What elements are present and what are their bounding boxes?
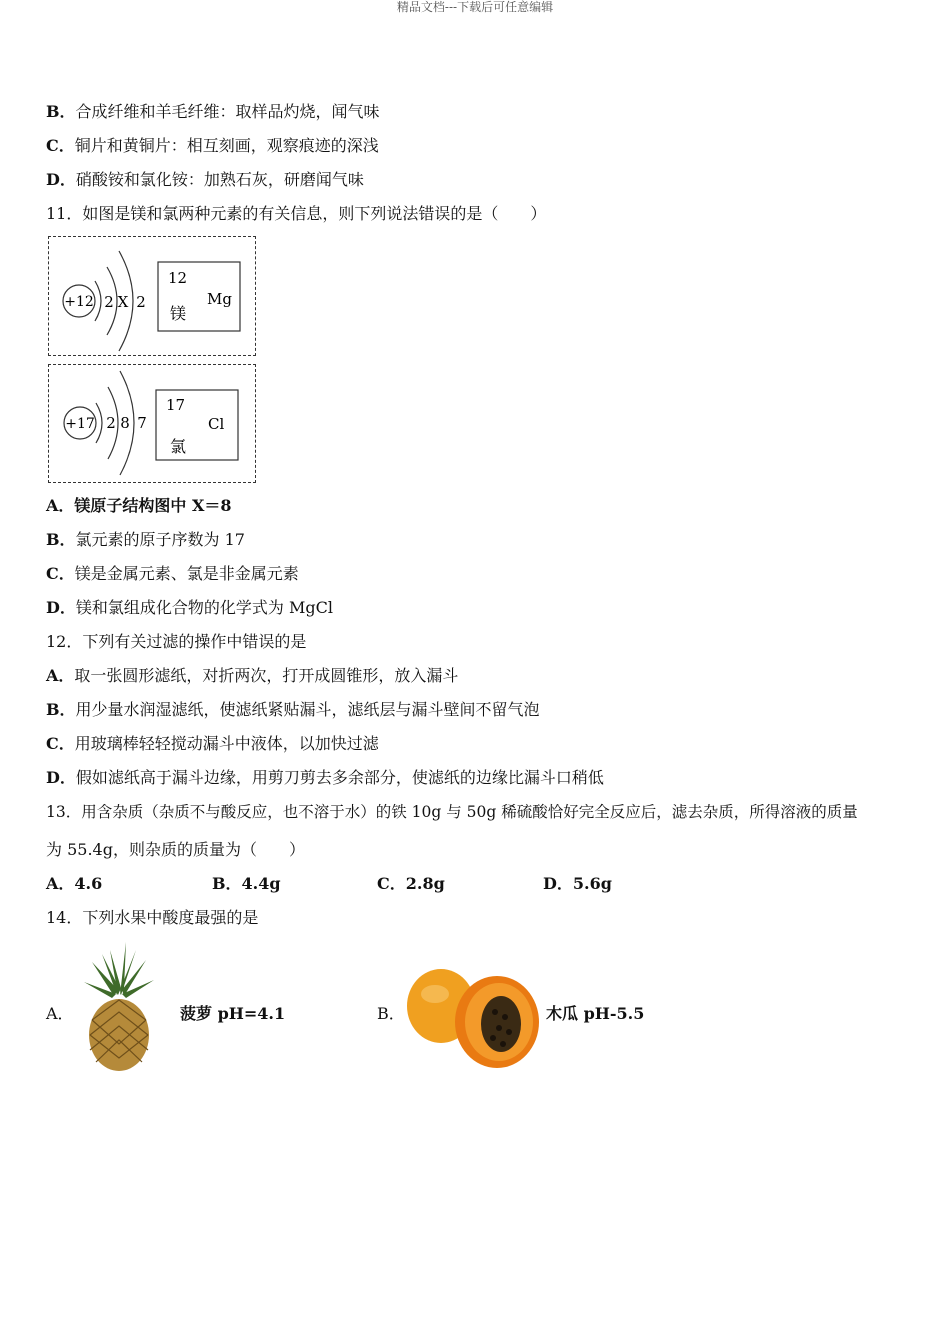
mg-atomic-number: 12 — [168, 269, 188, 287]
option-label: D． — [46, 598, 76, 617]
mg-nucleus-label: +12 — [64, 294, 94, 310]
option-text: 菠萝 pH=4.1 — [180, 1004, 286, 1023]
option-text: 镁原子结构图中 X＝8 — [74, 496, 232, 515]
q11-option-d — [46, 598, 333, 618]
q12-stem: 12．下列有关过滤的操作中错误的是 — [46, 632, 307, 651]
page-header: 精品文档---下载后可任意编辑 — [396, 0, 554, 14]
option-text: 镁和氯组成化合物的化学式为 MgCl — [75, 598, 333, 617]
cl-shell-1-count: 2 — [106, 414, 116, 432]
mg-name: 镁 — [170, 304, 187, 323]
q10-option-b — [46, 102, 380, 122]
q13-option-d — [543, 874, 612, 894]
pineapple-crown — [84, 942, 154, 998]
option-text: 4.6 — [74, 874, 103, 893]
q13-stem-line1: 13．用含杂质（杂质不与酸反应，也不溶于水）的铁 10g 与 50g 稀硫酸恰好完全反应后，滤去杂质，所得溶液的质量 — [46, 803, 858, 821]
mg-shell-2-count: X — [117, 293, 129, 311]
q12-option-a — [46, 666, 458, 686]
option-text: 取一张圆形滤纸，对折两次，打开成圆锥形，放入漏斗 — [74, 666, 459, 685]
cl-shell-arc-1 — [96, 403, 102, 443]
q12-option-b — [46, 700, 540, 720]
option-text: 镁是金属元素、氯是非金属元素 — [74, 564, 299, 583]
option-text: 氯元素的原子序数为 17 — [75, 530, 245, 549]
mg-info-figure — [48, 236, 256, 356]
q11-option-b — [46, 530, 245, 550]
q12-option-c — [46, 734, 379, 754]
q14-option-a-text — [180, 1004, 285, 1024]
option-text: 硝酸铵和氯化铵：加熟石灰，研磨闻气味 — [75, 170, 364, 189]
mg-atom-diagram — [49, 237, 255, 355]
q11-stem: 11．如图是镁和氯两种元素的有关信息，则下列说法错误的是（ ） — [46, 204, 547, 223]
option-label: A． — [46, 874, 75, 893]
option-label: B． — [212, 874, 242, 893]
cl-symbol: Cl — [208, 415, 225, 433]
option-text: 5.6g — [572, 874, 612, 893]
option-text: 木瓜 pH-5.5 — [546, 1004, 645, 1023]
q13-stem-line2: 为 55.4g，则杂质的质量为（ ） — [46, 840, 305, 859]
mg-symbol: Mg — [207, 290, 232, 308]
option-label: C． — [46, 564, 75, 583]
q13-option-b — [212, 874, 281, 894]
q14-option-b-label: B． — [377, 1004, 405, 1023]
option-label: C． — [46, 136, 75, 155]
option-text: 4.4g — [241, 874, 281, 893]
cl-info-figure — [48, 364, 256, 483]
q13-option-a — [46, 874, 102, 894]
pineapple-image — [74, 940, 164, 1072]
mg-shell-arc-1 — [95, 281, 101, 321]
option-label: B． — [46, 530, 76, 549]
cl-nucleus-label: +17 — [65, 416, 95, 432]
cl-shell-3-count: 7 — [137, 414, 147, 432]
q14-option-b-text — [546, 1004, 644, 1024]
option-label: B． — [46, 102, 76, 121]
option-label: D． — [46, 170, 76, 189]
option-text: 2.8g — [405, 874, 445, 893]
cl-atomic-number: 17 — [166, 396, 186, 414]
option-text: 铜片和黄铜片：相互刻画，观察痕迹的深浅 — [74, 136, 379, 155]
cl-name: 氯 — [170, 437, 187, 456]
option-text: 假如滤纸高于漏斗边缘，用剪刀剪去多余部分，使滤纸的边缘比漏斗口稍低 — [75, 768, 604, 787]
option-text: 用玻璃棒轻轻搅动漏斗中液体，以加快过滤 — [74, 734, 379, 753]
q12-option-d — [46, 768, 604, 788]
option-text: 用少量水润湿滤纸，使滤纸紧贴漏斗，滤纸层与漏斗壁间不留气泡 — [75, 700, 540, 719]
cl-atom-diagram — [49, 365, 255, 482]
cl-shell-2-count: 8 — [120, 414, 130, 432]
option-label: D． — [543, 874, 573, 893]
q10-option-d — [46, 170, 364, 190]
q10-option-c — [46, 136, 379, 156]
option-label: A． — [46, 496, 75, 515]
q14-option-a-label: A． — [46, 1004, 74, 1023]
q11-option-c — [46, 564, 299, 584]
option-label: A． — [46, 666, 75, 685]
option-label: C． — [46, 734, 75, 753]
q14-stem: 14．下列水果中酸度最强的是 — [46, 908, 259, 927]
option-label: C． — [377, 874, 406, 893]
option-label: D． — [46, 768, 76, 787]
q11-option-a — [46, 496, 232, 516]
q13-option-c — [377, 874, 445, 894]
papaya-image — [405, 962, 547, 1070]
mg-shell-1-count: 2 — [104, 293, 114, 311]
mg-shell-3-count: 2 — [136, 293, 146, 311]
option-text: 合成纤维和羊毛纤维：取样品灼烧，闻气味 — [75, 102, 380, 121]
option-label: B． — [46, 700, 76, 719]
